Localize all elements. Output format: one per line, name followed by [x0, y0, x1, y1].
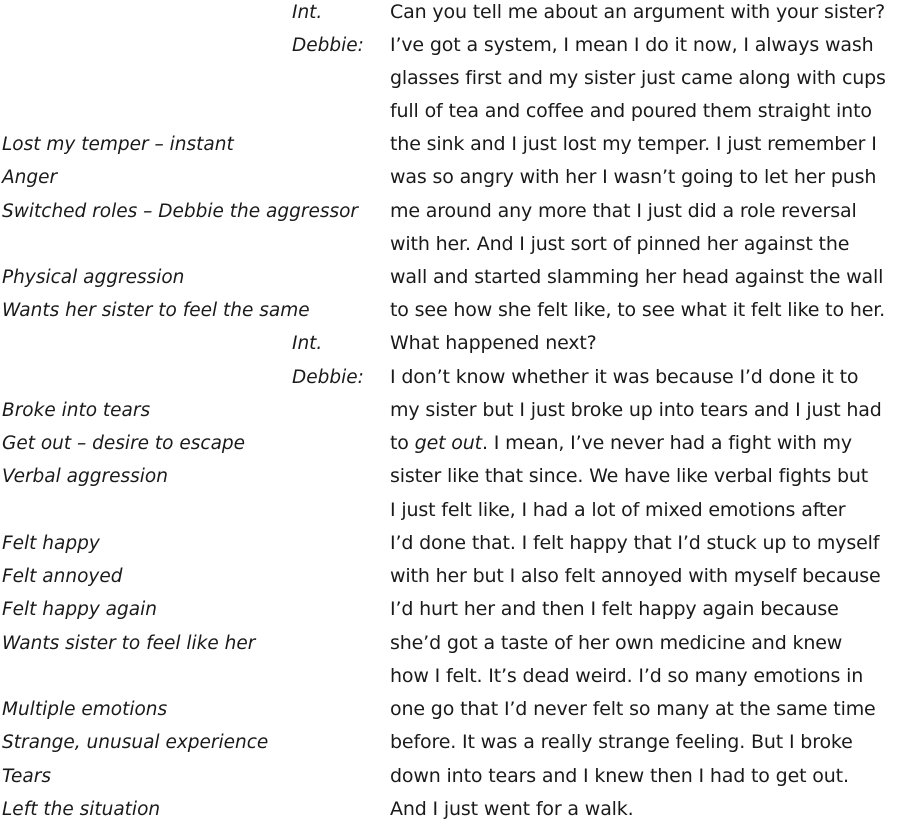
text-segment: to — [390, 432, 415, 454]
transcript-line — [0, 627, 898, 660]
transcript-text: with her. And I just sort of pinned her against the — [390, 233, 850, 255]
transcript-text: wall and started slamming her head against the wall — [390, 266, 884, 288]
code-label: Wants sister to feel like her — [2, 633, 256, 654]
transcript-line — [0, 660, 898, 693]
transcript-line — [0, 560, 898, 593]
code-label: Broke into tears — [2, 400, 151, 421]
code-label: Tears — [2, 766, 51, 787]
transcript-text: And I just went for a walk. — [390, 798, 634, 820]
transcript-text: to see how she felt like, to see what it felt like to her. — [390, 299, 886, 321]
transcript-text: before. It was a really strange feeling. But I broke — [390, 731, 853, 753]
transcript-text: Can you tell me about an argument with your sister? — [390, 1, 886, 23]
transcript-text: she’d got a taste of her own medicine and knew — [390, 632, 843, 654]
transcript-line — [0, 593, 898, 626]
transcript-line — [0, 161, 898, 194]
transcript-text: me around any more that I just did a role reversal — [390, 200, 857, 222]
transcript-text: with her but I also felt annoyed with myself because — [390, 565, 881, 587]
code-label: Get out – desire to escape — [2, 433, 246, 454]
transcript-line — [0, 228, 898, 261]
speaker-label: Int. — [292, 333, 323, 354]
transcript-line — [0, 793, 898, 826]
transcript-text: how I felt. It’s dead weird. I’d so many emotions in — [390, 665, 864, 687]
code-label: Lost my temper – instant — [2, 134, 234, 155]
transcript-line — [0, 361, 898, 394]
transcript-text: I’d done that. I felt happy that I’d stuck up to myself — [390, 532, 880, 554]
transcript-text: was so angry with her I wasn’t going to let her push — [390, 166, 877, 188]
transcript-line — [0, 394, 898, 427]
speaker-label: Debbie: — [292, 35, 364, 56]
transcript-text: I don’t know whether it was because I’d done it to — [390, 366, 859, 388]
transcript-line — [0, 261, 898, 294]
transcript-text — [390, 427, 852, 460]
transcript-text: glasses first and my sister just came along with cups — [390, 67, 886, 89]
transcript-line — [0, 527, 898, 560]
transcript-text: my sister but I just broke up into tears and I just had — [390, 399, 882, 421]
transcript-line — [0, 0, 898, 29]
transcript-line — [0, 760, 898, 793]
code-label: Felt annoyed — [2, 566, 123, 587]
transcript-text: sister like that since. We have like verbal fights but — [390, 465, 869, 487]
code-label: Multiple emotions — [2, 699, 168, 720]
emphasized-text: get out — [414, 432, 482, 454]
transcript-line — [0, 294, 898, 327]
transcript-text: down into tears and I knew then I had to get out. — [390, 765, 849, 787]
transcript-text: I’d hurt her and then I felt happy again because — [390, 598, 839, 620]
transcript-line — [0, 726, 898, 759]
transcript-line — [0, 327, 898, 360]
code-label: Physical aggression — [2, 267, 185, 288]
transcript-text: I just felt like, I had a lot of mixed emotions after — [390, 499, 846, 521]
code-label: Felt happy again — [2, 599, 157, 620]
transcript-line — [0, 95, 898, 128]
code-label: Strange, unusual experience — [2, 732, 269, 753]
transcript-text: What happened next? — [390, 332, 597, 354]
transcript-text: one go that I’d never felt so many at the same time — [390, 698, 876, 720]
transcript-line — [0, 494, 898, 527]
transcript-text: I’ve got a system, I mean I do it now, I always wash — [390, 34, 874, 56]
code-label: Felt happy — [2, 533, 100, 554]
transcript-line — [0, 195, 898, 228]
transcript-line — [0, 29, 898, 62]
transcript-text: the sink and I just lost my temper. I just remember I — [390, 133, 877, 155]
code-label: Verbal aggression — [2, 466, 168, 487]
transcript-line — [0, 693, 898, 726]
code-label: Anger — [2, 167, 58, 188]
transcript-line — [0, 427, 898, 460]
code-label: Switched roles – Debbie the aggressor — [2, 201, 359, 222]
speaker-label: Debbie: — [292, 367, 364, 388]
transcript-line — [0, 62, 898, 95]
speaker-label: Int. — [292, 2, 323, 23]
code-label: Left the situation — [2, 799, 161, 820]
code-label: Wants her sister to feel the same — [2, 300, 310, 321]
transcript-text: full of tea and coffee and poured them straight into — [390, 100, 872, 122]
transcript-line — [0, 460, 898, 493]
text-segment: . I mean, I’ve never had a fight with my — [481, 432, 852, 454]
transcript-line — [0, 128, 898, 161]
